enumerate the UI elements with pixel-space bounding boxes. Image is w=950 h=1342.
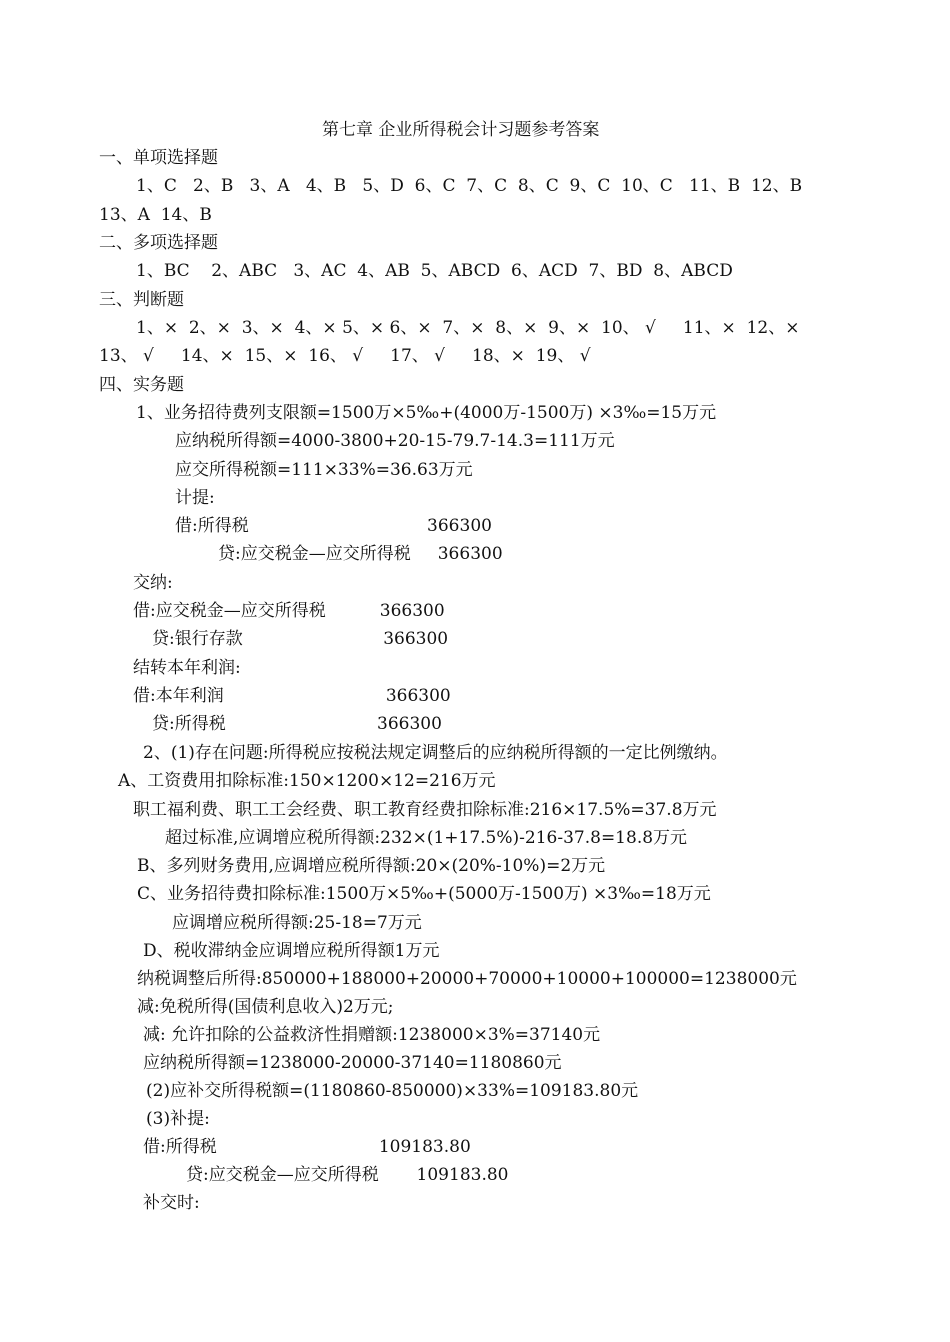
practice-line: 结转本年利润: xyxy=(133,658,241,678)
practice-line: C、业务招待费扣除标准:1500万×5‰+(5000万-1500万) ×3‰=18万元 xyxy=(137,884,711,904)
journal-entry: 贷:应交税金—应交所得税 109183.80 xyxy=(186,1165,509,1185)
section-heading: 一、单项选择题 xyxy=(99,148,218,168)
page-title: 第七章 企业所得税会计习题参考答案 xyxy=(322,120,600,140)
practice-line: 应纳税所得额=4000-3800+20-15-79.7-14.3=111万元 xyxy=(175,431,615,451)
practice-line: 计提: xyxy=(175,488,215,508)
section-heading: 四、实务题 xyxy=(99,375,184,395)
answer-line: 1、C 2、B 3、A 4、B 5、D 6、C 7、C 8、C 9、C 10、C 11、B 12、B xyxy=(136,176,803,196)
practice-line: 2、(1)存在问题:所得税应按税法规定调整后的应纳税所得额的一定比例缴纳。 xyxy=(143,743,728,763)
practice-line: (3)补提: xyxy=(146,1109,210,1129)
practice-line: 应调增应税所得额:25-18=7万元 xyxy=(172,913,422,933)
practice-line: 应纳税所得额=1238000-20000-37140=1180860元 xyxy=(143,1053,562,1073)
journal-entry: 贷:所得税 366300 xyxy=(152,714,442,734)
journal-entry: 贷:应交税金—应交所得税 366300 xyxy=(218,544,503,564)
journal-entry: 借:所得税 366300 xyxy=(175,516,492,536)
practice-line: 职工福利费、职工工会经费、职工教育经费扣除标准:216×17.5%=37.8万元 xyxy=(133,800,717,820)
practice-line: 1、业务招待费列支限额=1500万×5‰+(4000万-1500万) ×3‰=15万元 xyxy=(136,403,717,423)
answer-line: 13、 √ 14、× 15、× 16、 √ 17、 √ 18、× 19、 √ xyxy=(99,346,591,366)
practice-line: 应交所得税额=111×33%=36.63万元 xyxy=(175,460,473,480)
answer-line: 1、BC 2、ABC 3、AC 4、AB 5、ABCD 6、ACD 7、BD 8、ABCD xyxy=(136,261,733,281)
practice-line: 减:免税所得(国债利息收入)2万元; xyxy=(137,997,394,1017)
practice-line: 交纳: xyxy=(133,573,173,593)
section-heading: 三、判断题 xyxy=(99,290,184,310)
answer-line: 1、× 2、× 3、× 4、× 5、× 6、× 7、× 8、× 9、× 10、 √ 11、× 12、× xyxy=(136,318,800,338)
practice-line: A、工资费用扣除标准:150×1200×12=216万元 xyxy=(118,771,496,791)
journal-entry: 借:应交税金—应交所得税 366300 xyxy=(133,601,445,621)
answer-line: 13、A 14、B xyxy=(99,205,212,225)
journal-entry: 贷:银行存款 366300 xyxy=(152,629,449,649)
practice-line: 纳税调整后所得:850000+188000+20000+70000+10000+100000=1238000元 xyxy=(137,969,797,989)
practice-line: 超过标准,应调增应税所得额:232×(1+17.5%)-216-37.8=18.8万元 xyxy=(165,828,688,848)
practice-line: D、税收滞纳金应调增应税所得额1万元 xyxy=(143,941,440,961)
practice-line: (2)应补交所得税额=(1180860-850000)×33%=109183.80元 xyxy=(146,1081,639,1101)
section-heading: 二、多项选择题 xyxy=(99,233,218,253)
practice-line: B、多列财务费用,应调增应税所得额:20×(20%-10%)=2万元 xyxy=(137,856,606,876)
practice-line: 补交时: xyxy=(143,1193,200,1213)
practice-line: 减: 允许扣除的公益救济性捐赠额:1238000×3%=37140元 xyxy=(143,1025,601,1045)
journal-entry: 借:本年利润 366300 xyxy=(133,686,451,706)
journal-entry: 借:所得税 109183.80 xyxy=(143,1137,471,1157)
